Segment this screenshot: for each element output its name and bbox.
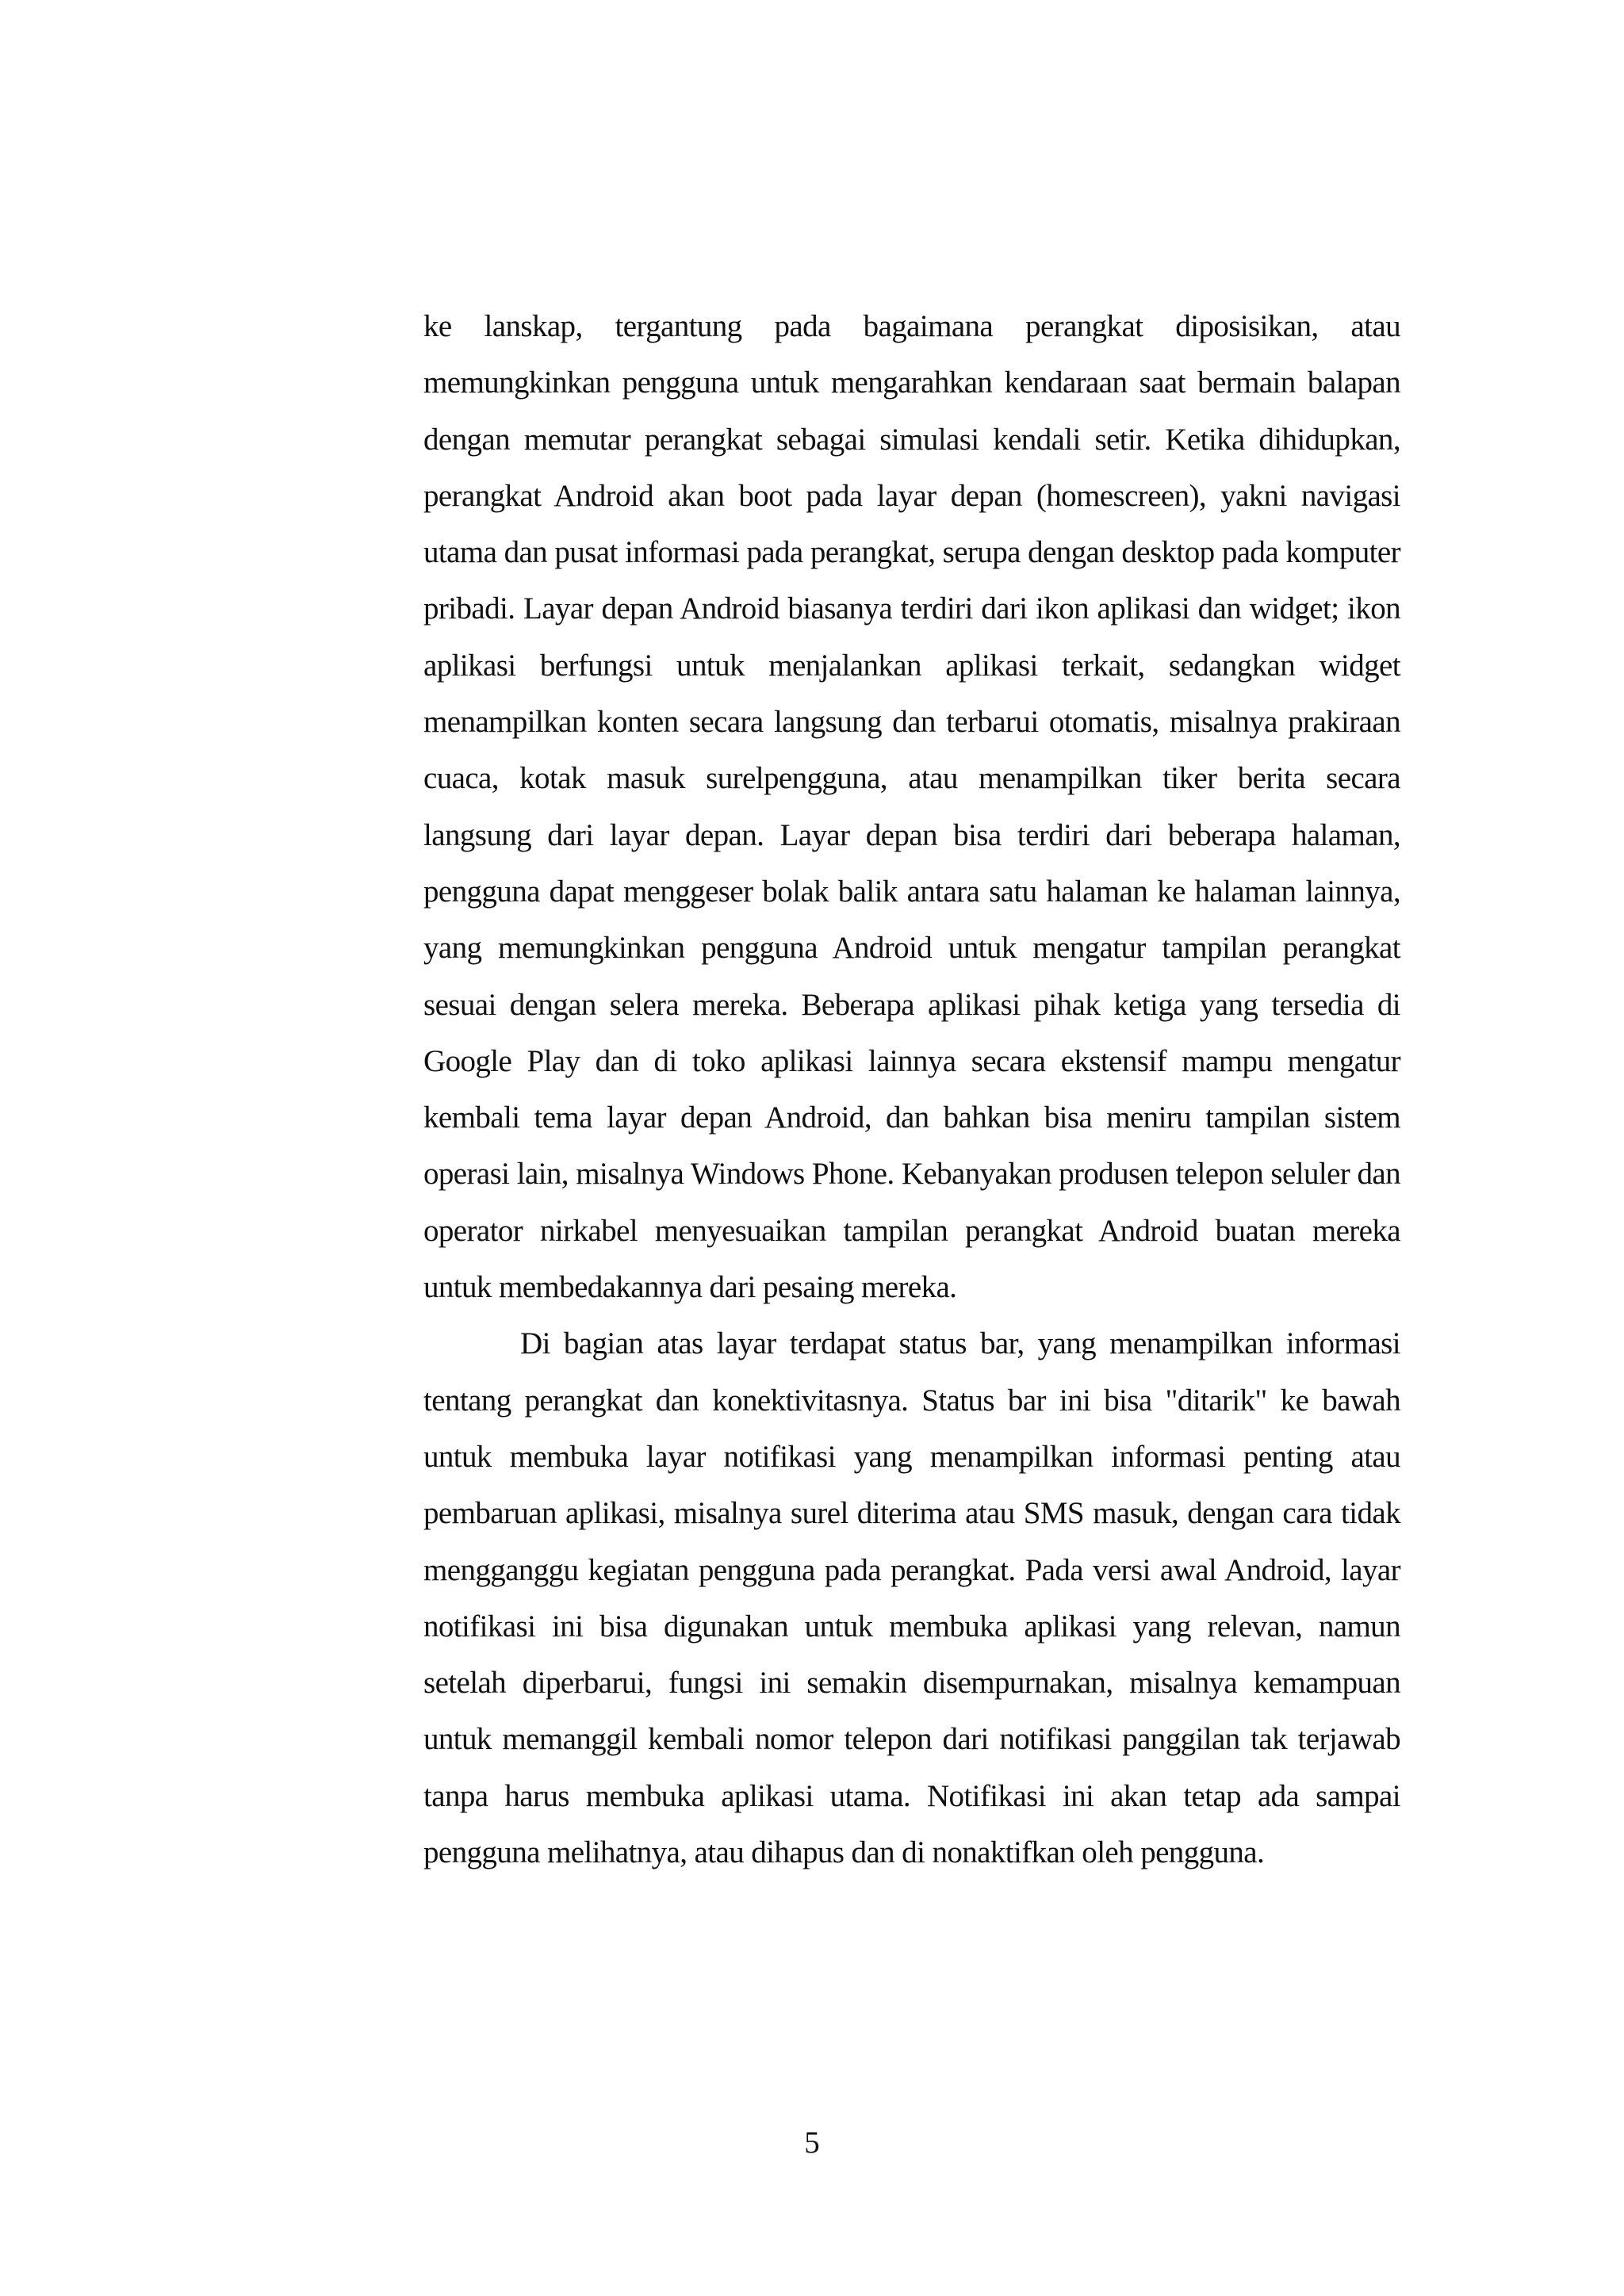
paragraph-1: ke lanskap, tergantung pada bagaimana perangkat diposisikan, atau memungkinkan pengguna untuk mengarahkan kendaraan saat bermain balapan dengan memutar perangkat sebagai simulasi kendali setir. Ketika dihidupkan, perangkat Android akan boot pada layar depan (homescreen), yakni navigasi utama dan pusat informasi pada perangkat, serupa dengan desktop pada komputer pribadi. Layar depan Android biasanya terdiri dari ikon aplikasi dan widget; ikon aplikasi berfungsi untuk menjalankan aplikasi terkait, sedangkan widget menampilkan konten secara langsung dan terbarui otomatis, misalnya prakiraan cuaca, kotak masuk surelpengguna, atau menampilkan tiker berita secara langsung dari layar depan. Layar depan bisa terdiri dari beberapa halaman, pengguna dapat menggeser bolak balik antara satu halaman ke halaman lainnya, yang memungkinkan pengguna Android untuk mengatur tampilan perangkat sesuai dengan selera mereka. Beberapa aplikasi pihak ketiga yang tersedia di Google Play dan di toko aplikasi lainnya secara ekstensif mampu mengatur kembali tema layar depan Android, dan bahkan bisa meniru tampilan sistem operasi lain, misalnya Windows Phone. Kebanyakan produsen telepon seluler dan operator nirkabel menyesuaikan tampilan perangkat Android buatan mereka untuk membedakannya dari pesaing mereka. [423, 309, 1400, 1305]
page-number: 5 [804, 2126, 820, 2160]
paragraph-2: Di bagian atas layar terdapat status bar, yang menampilkan informasi tentang perangkat dan konektivitasnya. Status bar ini bisa "ditarik" ke bawah untuk membuka layar notifikasi yang menampilkan informasi penting atau pembaruan aplikasi, misalnya surel diterima atau SMS masuk, dengan cara tidak mengganggu kegiatan pengguna pada perangkat. Pada versi awal Android, layar notifikasi ini bisa digunakan untuk membuka aplikasi yang relevan, namun setelah diperbarui, fungsi ini semakin disempurnakan, misalnya kemampuan untuk memanggil kembali nomor telepon dari notifikasi panggilan tak terjawab tanpa harus membuka aplikasi utama. Notifikasi ini akan tetap ada sampai pengguna melihatnya, atau dihapus dan di nonaktifkan oleh pengguna. [423, 1326, 1400, 1870]
body-text [423, 298, 1400, 1881]
